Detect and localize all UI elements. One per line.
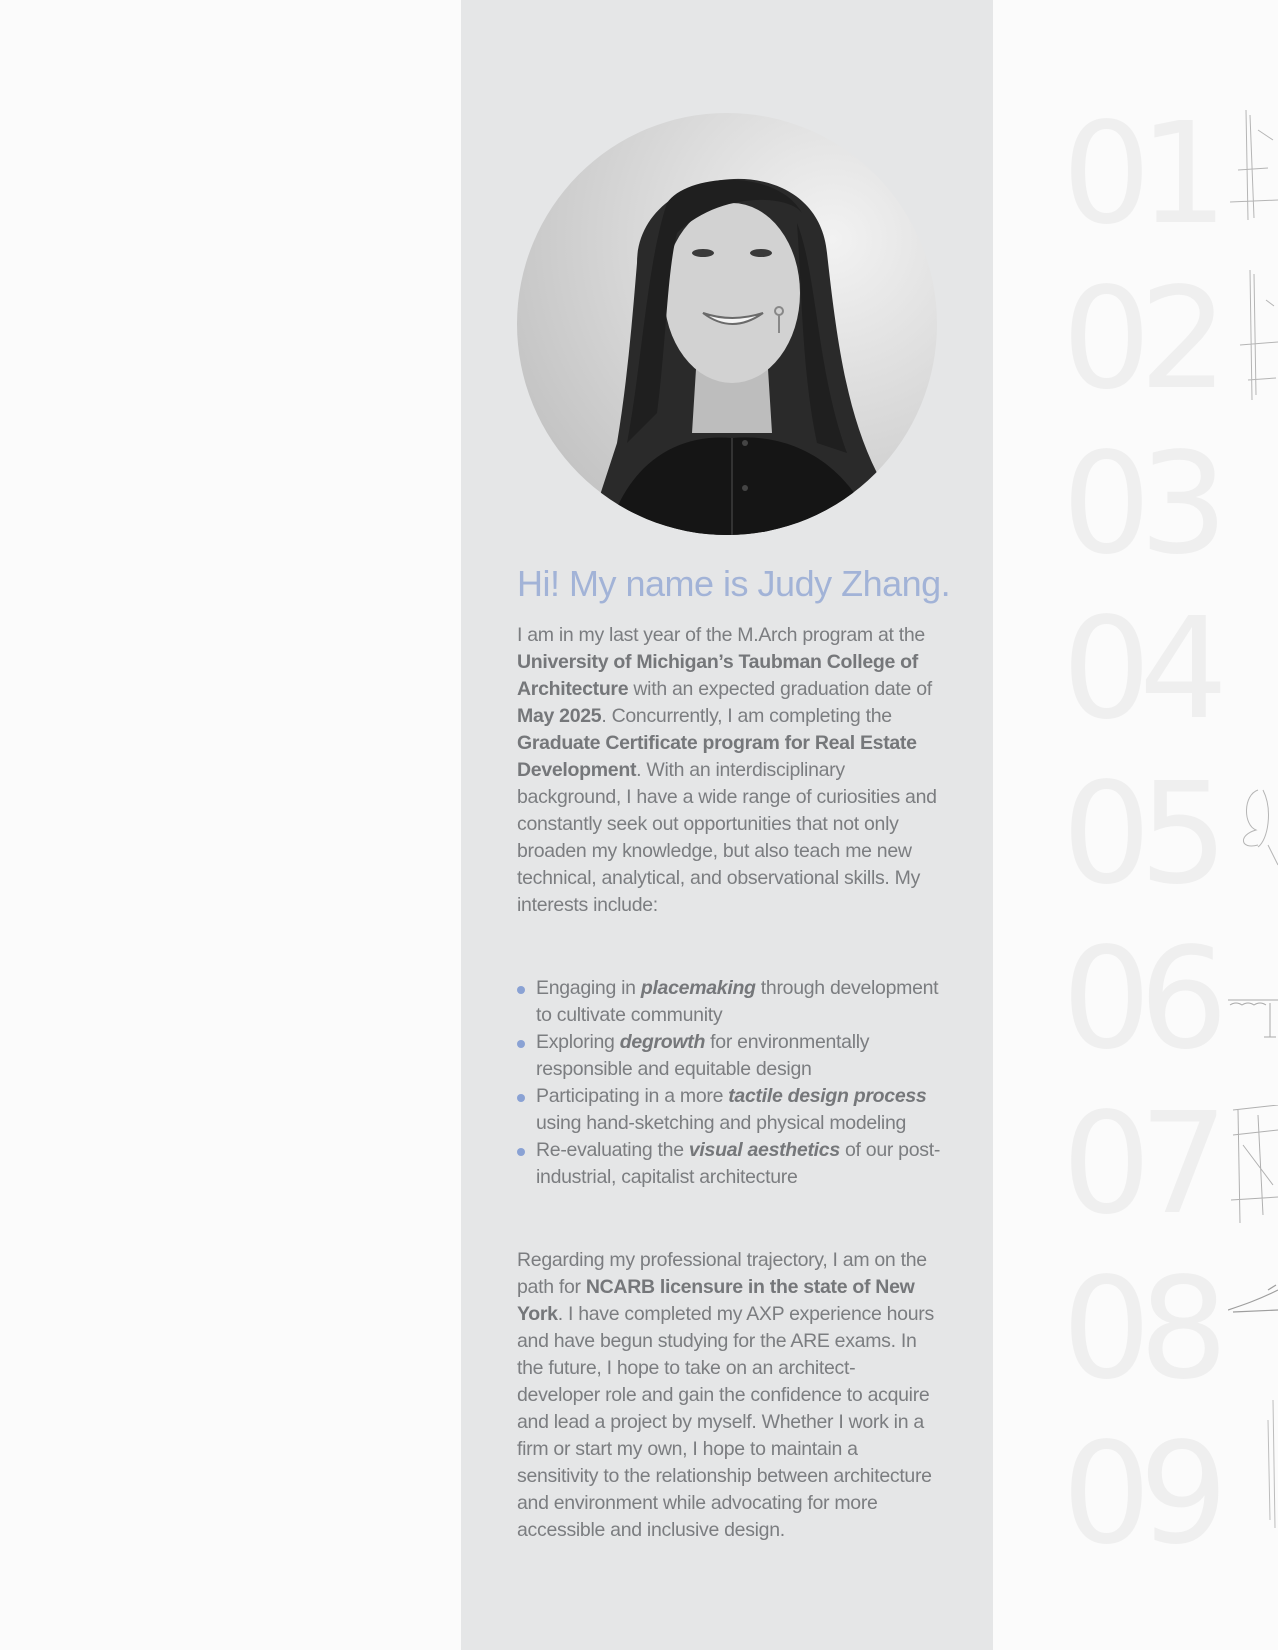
interest-item (517, 1083, 947, 1137)
section-number-08: 08 (1062, 1248, 1217, 1411)
sketch-thumbnail-02 (1228, 270, 1278, 405)
interest-item (517, 1029, 947, 1083)
interest-text: of our post-industrial, capitalist architecture (536, 1139, 941, 1188)
section-number-09: 09 (1062, 1413, 1217, 1576)
greeting-heading: Hi! My name is Judy Zhang. (517, 563, 951, 604)
sketch-thumbnail-07 (1228, 1105, 1278, 1225)
profile-photo (517, 113, 937, 535)
section-number-06: 06 (1062, 918, 1217, 1081)
section-number-03: 03 (1062, 423, 1217, 586)
interest-text: for environmentally responsible and equitable design (536, 1031, 870, 1080)
sketch-thumbnail-05 (1228, 785, 1278, 875)
career-text: . I have completed my AXP experience hours and have begun studying for the ARE exams. In the future, I hope to take on an architect-developer role and gain the confidence to acquire and lead a project by myself. Whether I work in a firm or start my own, I hope to maintain a sensitivity to the relationship between architecture and environment while advocating for more accessible and inclusive design. (517, 1303, 934, 1541)
intro-text: . Concurrently, I am completing the (601, 705, 892, 727)
profile-panel (461, 0, 993, 1650)
interest-emphasis: degrowth (619, 1031, 706, 1053)
interest-emphasis: placemaking (640, 977, 756, 999)
section-number-07: 07 (1062, 1083, 1217, 1246)
sketch-thumbnail-08 (1228, 1280, 1278, 1320)
intro-school: University of Michigan’s Taubman College of Architecture (517, 651, 918, 700)
career-licensure: NCARB licensure in the state of New York (517, 1276, 915, 1325)
interest-text: through development to cultivate community (536, 977, 939, 1026)
interest-item (517, 975, 947, 1029)
interest-emphasis: tactile design process (728, 1085, 927, 1107)
sketch-thumbnail-09 (1228, 1400, 1278, 1530)
career-paragraph (517, 1247, 937, 1544)
interest-text: using hand-sketching and physical modeling (536, 1112, 907, 1134)
portrait-illustration (517, 113, 937, 535)
section-number-02: 02 (1062, 258, 1217, 421)
intro-graduation-date: May 2025 (517, 705, 602, 727)
section-number-05: 05 (1062, 753, 1217, 916)
interests-list (517, 975, 947, 1191)
interest-text: Re-evaluating the (536, 1139, 689, 1161)
interest-text: Exploring (536, 1031, 620, 1053)
interest-text: Participating in a more (536, 1085, 729, 1107)
intro-text: with an expected graduation date of (628, 678, 932, 700)
intro-text: I am in my last year of the M.Arch program at the (517, 624, 925, 646)
sketch-thumbnail-01 (1228, 110, 1278, 225)
intro-certificate: Graduate Certificate program for Real Estate Development (517, 732, 917, 781)
career-text: Regarding my professional trajectory, I am on the path for (517, 1249, 927, 1298)
intro-text: . With an interdisciplinary background, I have a wide range of curiosities and constantly seek out opportunities that not only broaden my knowledge, but also teach me new technical, analytical, and observational skills. My interests include: (517, 759, 937, 916)
intro-paragraph (517, 622, 937, 919)
interest-text: Engaging in (536, 977, 641, 999)
interest-item (517, 1137, 947, 1191)
sketch-thumbnail-06 (1228, 995, 1278, 1045)
interest-emphasis: visual aesthetics (688, 1139, 840, 1161)
section-number-01: 01 (1062, 93, 1217, 256)
section-number-04: 04 (1062, 588, 1217, 751)
